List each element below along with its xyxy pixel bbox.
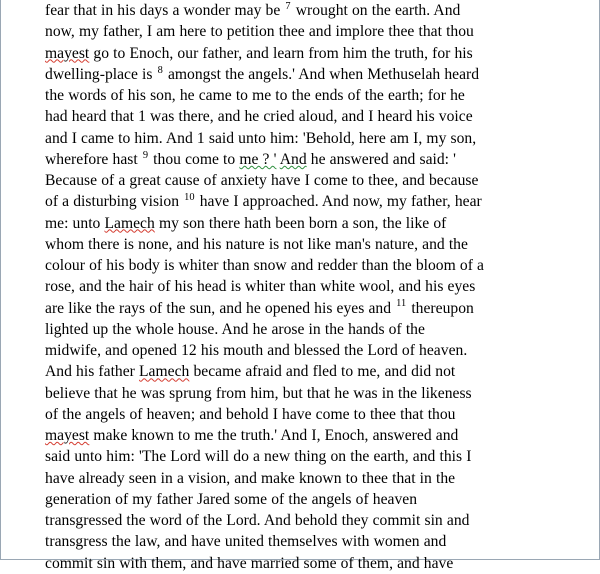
text-run: my son there hath been born a son, the like of	[154, 214, 447, 232]
text-run: believe that he was sprung from him, but that he was in the likeness	[45, 384, 472, 402]
text-run: amongst the angels.' And when Methuselah heard	[163, 65, 480, 83]
text-run: said unto him: 'The Lord will do a new thing on the earth, and this I	[45, 448, 472, 466]
text-run: had heard that 1 was there, and he cried aloud, and I heard his voice	[45, 108, 473, 126]
text-run: the words of his son, he came to me to the ends of the earth; for he	[45, 87, 465, 104]
document-text-body[interactable]	[45, 0, 557, 574]
paragraph-line	[45, 489, 557, 510]
paragraph-line	[45, 446, 557, 467]
text-run: became afraid and fled to me, and did not	[189, 363, 456, 381]
text-run: lighted up the whole house. And he arose in the hands of the	[45, 320, 425, 338]
text-run: go to Enoch, our father, and learn from him the truth, for his	[89, 44, 473, 62]
paragraph-line	[45, 553, 557, 574]
paragraph-line	[45, 234, 557, 255]
paragraph-line	[45, 128, 557, 149]
text-run: fear that in his days a wonder may be	[45, 2, 285, 19]
paragraph-line	[45, 340, 557, 361]
grammar-issue-and[interactable]: And	[279, 150, 307, 168]
paragraph-line	[45, 383, 557, 404]
paragraph-line	[45, 468, 557, 489]
text-run: now, my father, I am here to petition thee and implore thee that thou	[45, 23, 474, 41]
text-run: commit sin with them, and have married some of them, and have	[45, 554, 454, 572]
misspelled-word-lamech[interactable]: Lamech	[104, 214, 155, 232]
misspelled-word-mayest[interactable]: mayest	[45, 44, 90, 62]
footnote-marker-9[interactable]: 9	[142, 149, 149, 161]
text-run: midwife, and opened 12 his mouth and blessed the Lord of heaven.	[45, 342, 468, 359]
paragraph-line	[45, 425, 557, 446]
paragraph-line	[45, 361, 557, 382]
text-run: rose, and the hair of his head is whiter than white wool, and his eyes	[45, 278, 476, 296]
text-run: have I approached. And now, my father, hear	[195, 193, 482, 211]
text-run: wherefore hast	[45, 150, 142, 168]
paragraph-line	[45, 319, 557, 340]
text-run: colour of his body is whiter than snow and redder than the bloom of a	[45, 257, 484, 274]
footnote-marker-8[interactable]: 8	[157, 64, 163, 76]
text-run: of the angels of heaven; and behold I have come to thee that thou	[45, 405, 456, 423]
footnote-marker-10[interactable]: 10	[184, 192, 195, 204]
paragraph-line	[45, 255, 557, 276]
paragraph-line	[45, 170, 557, 191]
text-run: of a disturbing vision	[45, 193, 184, 211]
misspelled-word-mayest[interactable]: mayest	[45, 427, 90, 444]
misspelled-word-lamech[interactable]: Lamech	[139, 363, 190, 381]
paragraph-line	[45, 149, 557, 170]
grammar-issue-punctuation[interactable]: me ? '	[239, 150, 277, 168]
text-run: and I came to him. And 1 said unto him: 'Behold, here am I, my son,	[45, 129, 477, 147]
text-run: thou come to	[149, 150, 240, 168]
text-run: generation of my father Jared some of the angels of heaven	[45, 490, 418, 508]
paragraph-line	[45, 510, 557, 531]
text-run: me: unto	[45, 214, 105, 232]
paragraph-line	[45, 43, 557, 64]
footnote-marker-7[interactable]: 7	[285, 0, 291, 12]
text-run: have already seen in a vision, and make known to thee that in the	[45, 469, 456, 487]
text-run: Because of a great cause of anxiety have I come to thee, and because	[45, 172, 479, 189]
paragraph-line	[45, 106, 557, 127]
text-run: And his father	[45, 363, 140, 381]
text-run: are like the rays of the sun, and he opened his eyes and	[45, 299, 396, 317]
paragraph-line	[45, 531, 557, 552]
text-run: dwelling-place is	[45, 65, 157, 83]
paragraph-line	[45, 0, 557, 21]
paragraph-line	[45, 21, 557, 42]
text-run: whom there is none, and his nature is not like man's nature, and the	[45, 235, 468, 253]
footnote-marker-11[interactable]: 11	[396, 298, 407, 310]
paragraph-line	[45, 404, 557, 425]
paragraph-line	[45, 213, 557, 234]
text-run: make known to me the truth.' And I, Enoch, answered and	[89, 427, 459, 444]
text-run: transgress the law, and have united themselves with women and	[45, 533, 447, 551]
paragraph-line	[45, 191, 557, 212]
text-run: wrought on the earth. And	[291, 2, 461, 19]
paragraph-line	[45, 64, 557, 85]
paragraph-line	[45, 298, 557, 319]
text-run: transgressed the word of the Lord. And behold they commit sin and	[45, 512, 470, 529]
paragraph-line	[45, 276, 557, 297]
text-run: he answered and said: '	[306, 150, 456, 168]
paragraph-line	[45, 85, 557, 106]
text-run: thereupon	[407, 299, 474, 317]
